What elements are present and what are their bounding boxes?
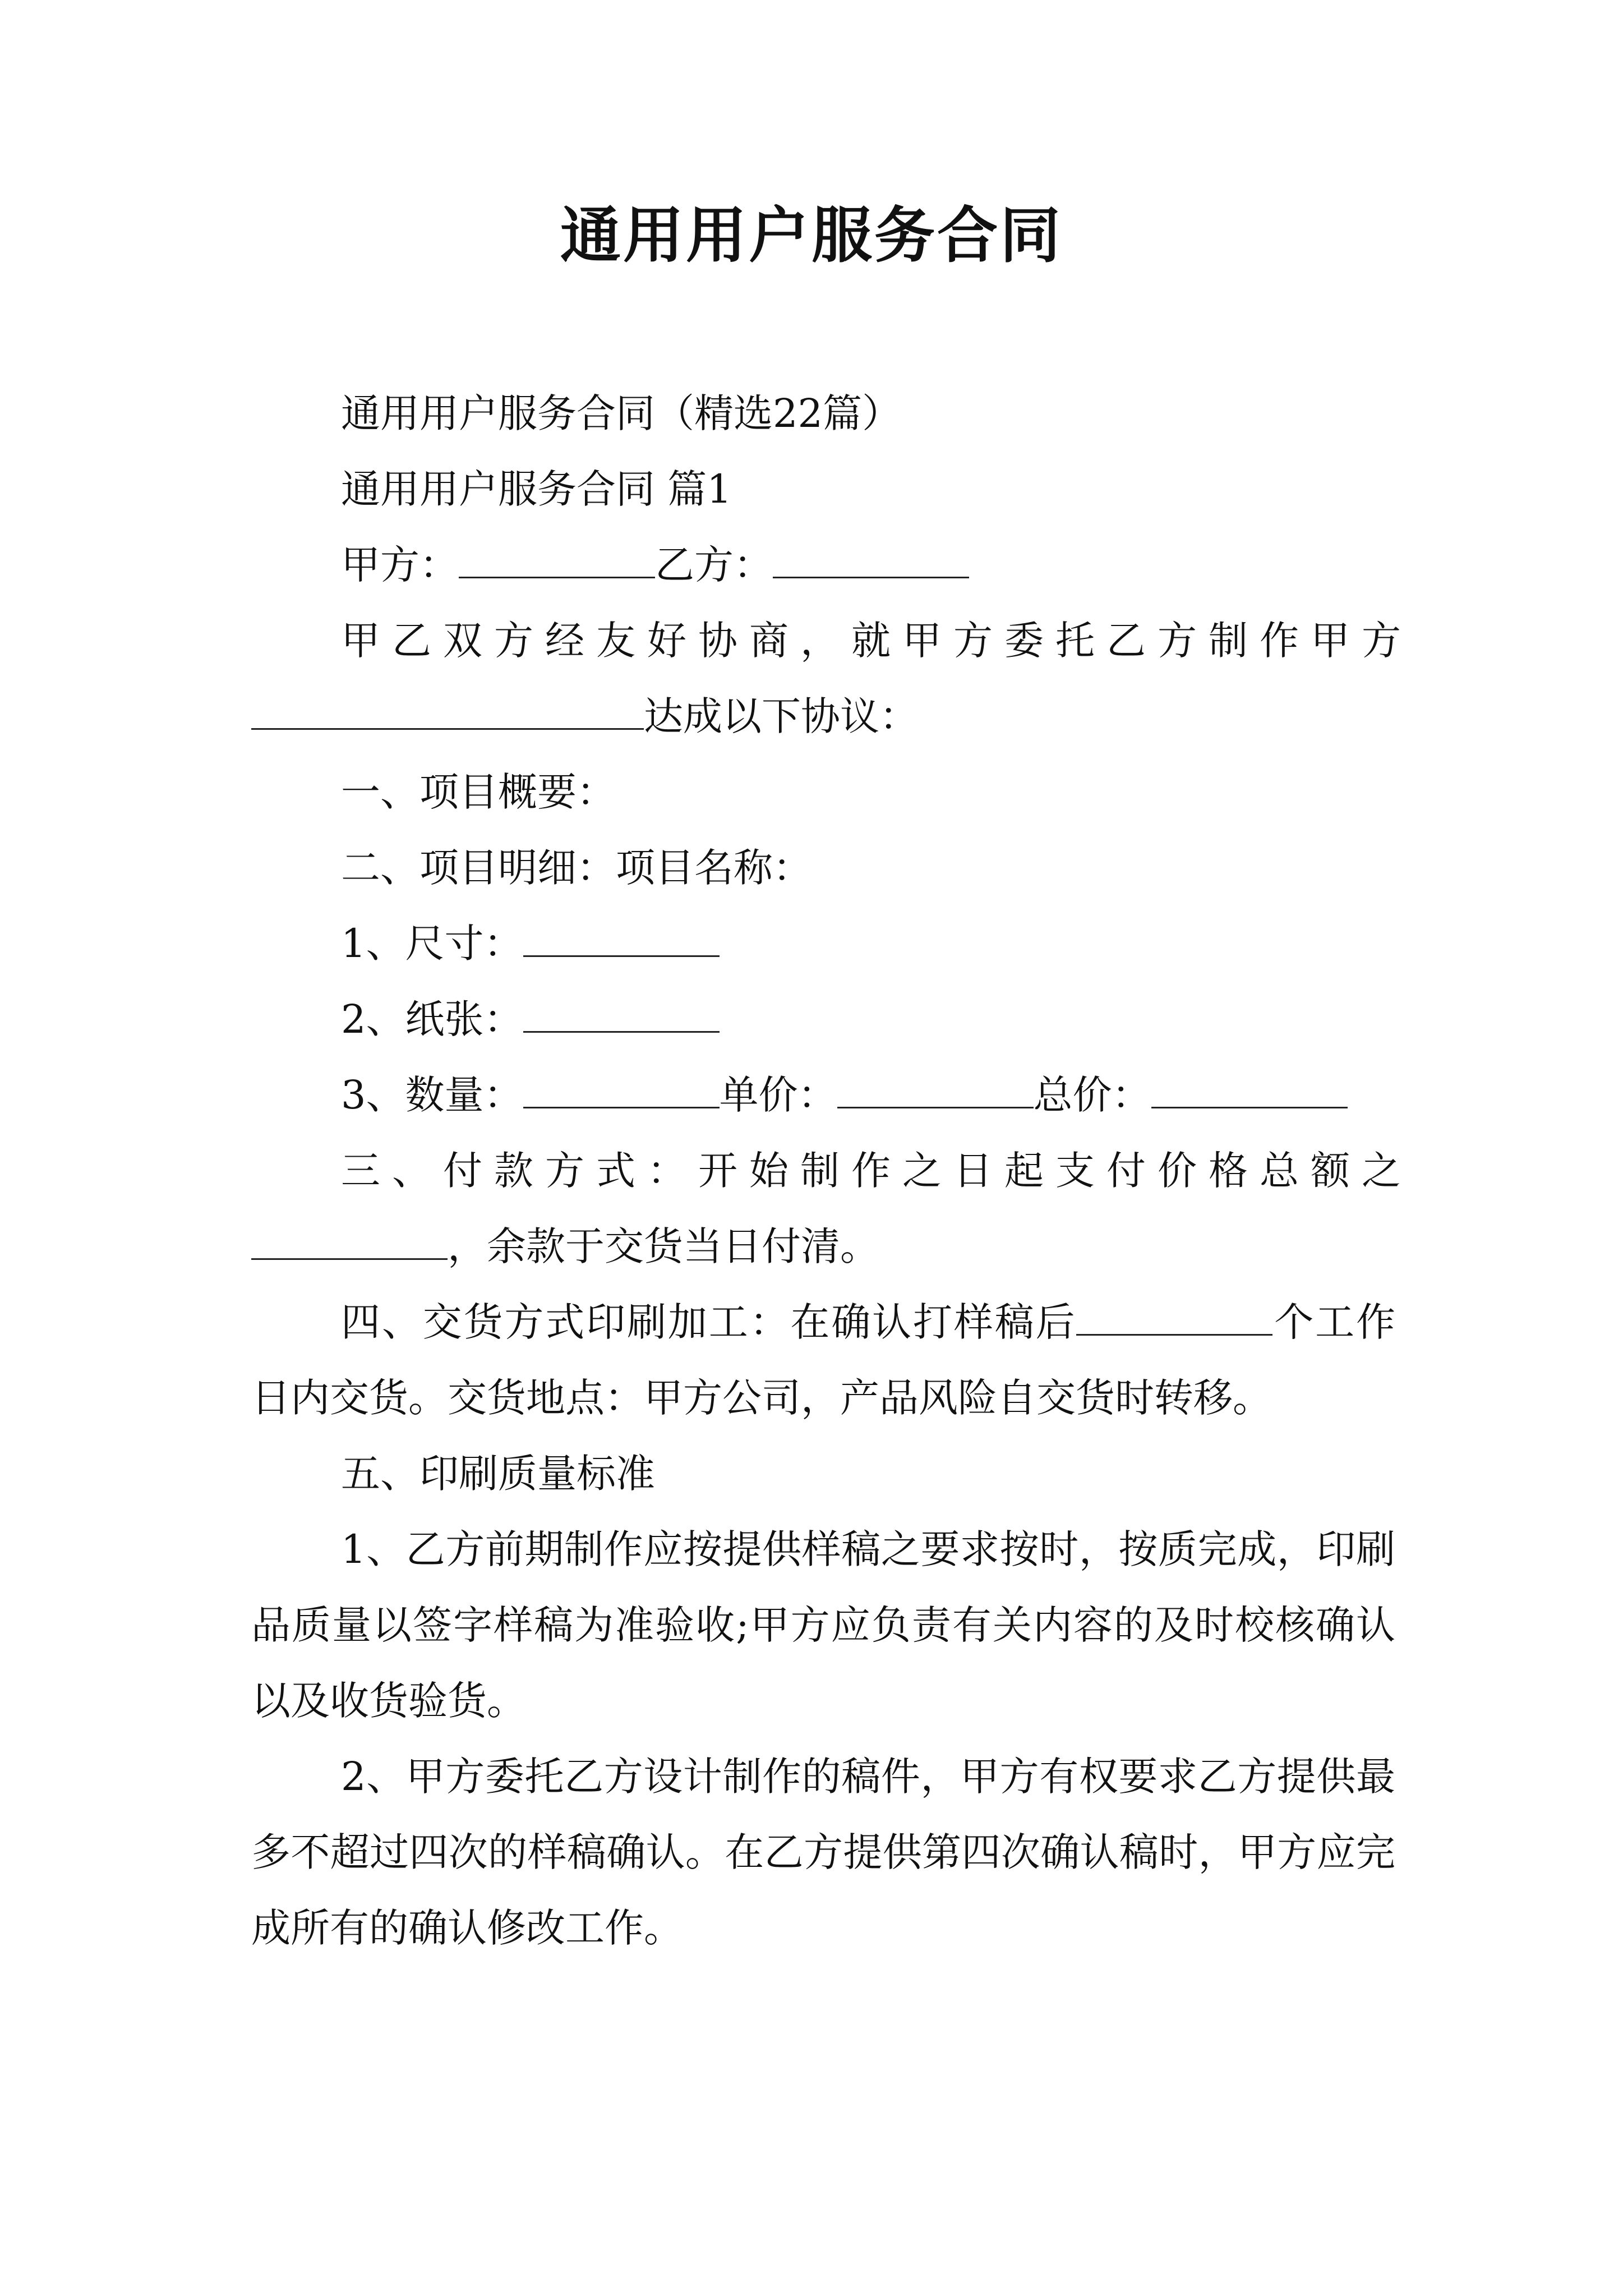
intro-line-2 <box>251 679 1395 754</box>
unit-price-label: 单价： <box>719 1072 837 1118</box>
payment-blank <box>251 1219 448 1260</box>
document-title: 通用用户服务合同 <box>560 200 1063 271</box>
delivery-paragraph <box>251 1285 1395 1436</box>
delivery-text-a: 四、交货方式印刷加工：在确认打样稿后 <box>341 1299 1077 1345</box>
payment-text-b: ，余款于交货当日付清。 <box>448 1223 879 1269</box>
paper-label: 2、纸张： <box>341 996 523 1042</box>
document-body <box>251 376 1413 1966</box>
intro-line-1 <box>251 603 1413 679</box>
size-blank <box>523 916 720 957</box>
parties-line <box>251 527 1395 603</box>
party-a-blank <box>459 537 655 578</box>
subtitle: 通用用户服务合同（精选22篇） <box>341 390 902 436</box>
delivery-text-b: 个工作日内交货。交货地点：甲方公司，产品风险自交货时转移。 <box>251 1299 1396 1421</box>
quantity-label: 3、数量： <box>341 1072 523 1118</box>
item-detail: 二、项目明细：项目名称： <box>341 845 812 891</box>
party-b-label: 乙方： <box>655 542 773 588</box>
quantity-blank <box>523 1068 720 1108</box>
quantity-line <box>251 1057 1395 1133</box>
intro-text-b: 达成以下协议： <box>644 693 919 739</box>
intro-blank <box>251 689 644 730</box>
size-label: 1、尺寸： <box>341 921 523 967</box>
size-line <box>251 906 1395 982</box>
paper-blank <box>523 992 720 1033</box>
payment-text-a: 三、付款方式：开始制作之日起支付价格总额之 <box>341 1148 1413 1194</box>
total-price-blank <box>1151 1068 1348 1108</box>
party-b-blank <box>773 537 969 578</box>
quality-clause-2: 2、甲方委托乙方设计制作的稿件，甲方有权要求乙方提供最多不超过四次的样稿确认。在乙方提供第四次确认稿时，甲方应完成所有的确认修改工作。 <box>251 1754 1395 1951</box>
section-heading: 通用用户服务合同 篇1 <box>341 466 732 512</box>
paper-line <box>251 982 1395 1057</box>
total-price-label: 总价： <box>1033 1072 1151 1118</box>
quality-heading: 五、印刷质量标准 <box>341 1451 655 1497</box>
delivery-blank <box>1076 1295 1272 1336</box>
quality-clause-1: 1、乙方前期制作应按提供样稿之要求按时，按质完成，印刷品质量以签字样稿为准验收;甲方应负责有关内容的及时校核确认以及收货验货。 <box>251 1526 1395 1724</box>
item-overview: 一、项目概要： <box>341 769 616 815</box>
payment-line-2 <box>251 1209 1395 1285</box>
intro-text-a: 甲乙双方经友好协商，就甲方委托乙方制作甲方 <box>341 618 1413 664</box>
payment-line-1 <box>251 1133 1413 1209</box>
party-a-label: 甲方： <box>341 542 459 588</box>
unit-price-blank <box>837 1068 1034 1108</box>
